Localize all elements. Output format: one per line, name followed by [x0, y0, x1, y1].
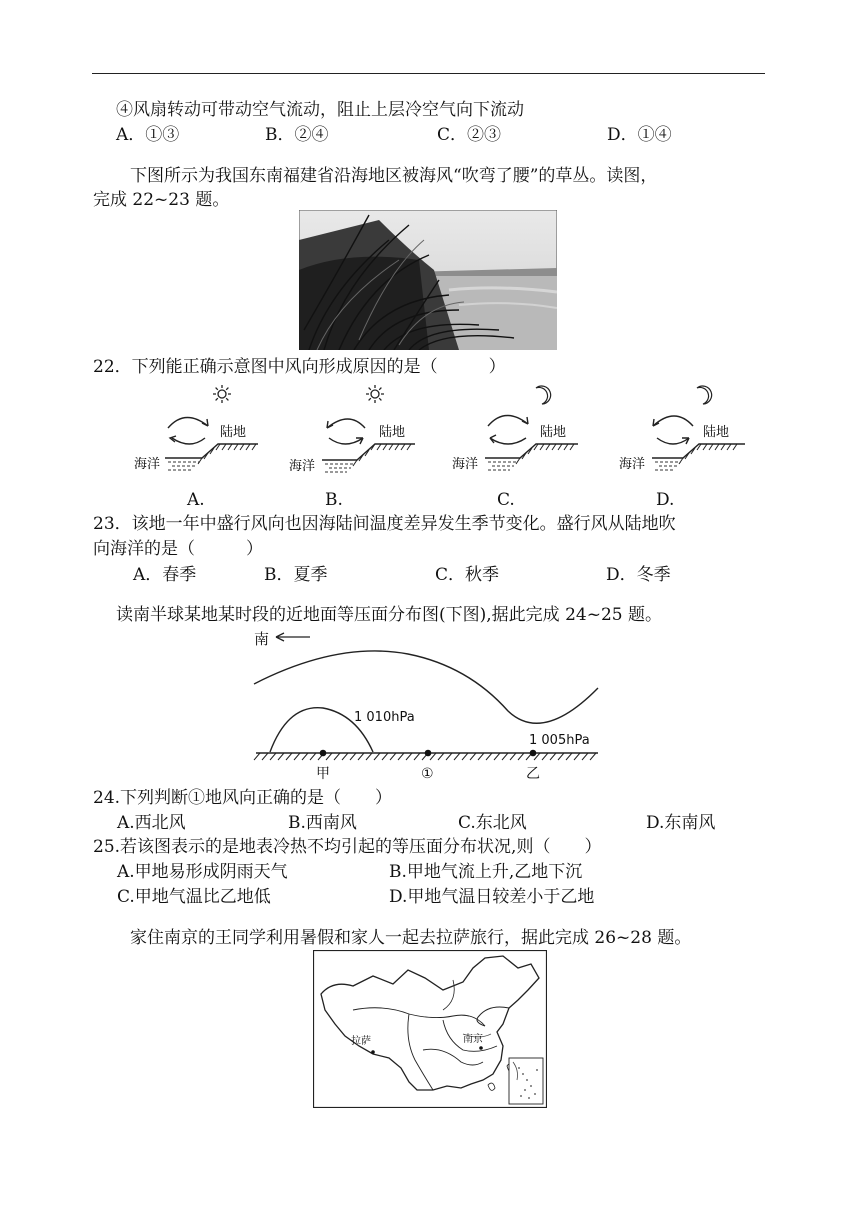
sun-icon — [213, 385, 231, 403]
south-direction-label: 南 — [254, 630, 270, 648]
diagram-b-land-label: 陆地 — [379, 425, 406, 440]
q23-stem-line2: 向海洋的是（ ） — [93, 539, 263, 559]
q21-option-b: B．②④ — [265, 125, 329, 145]
q23-stem-line1: 23．该地一年中盛行风向也因海陆间温度差异发生季节变化。盛行风从陆地吹 — [93, 514, 676, 534]
q24-option-b: B.西南风 — [288, 813, 357, 833]
q22-option-b: B. — [325, 490, 343, 510]
diagram-d-land-label: 陆地 — [703, 425, 730, 440]
diagram-c-sea-label: 海洋 — [452, 457, 479, 472]
q25-option-c: C.甲地气温比乙地低 — [117, 887, 271, 907]
isobar-1005-label: 1 005hPa — [529, 733, 590, 748]
q22-option-c: C. — [497, 490, 515, 510]
q24-stem: 24.下列判断①地风向正确的是（ ） — [93, 788, 393, 808]
point-1-marker — [425, 750, 432, 757]
diagram-d-sea-label: 海洋 — [619, 457, 646, 472]
isobar-diagram — [248, 626, 608, 784]
q21-option-a: A．①③ — [116, 125, 180, 145]
diagram-a-land-label: 陆地 — [220, 425, 247, 440]
q21-option-c: C．②③ — [437, 125, 502, 145]
upper-isobar-line — [254, 651, 598, 723]
diagram-d — [617, 380, 747, 480]
q23-option-b: B．夏季 — [264, 565, 328, 585]
diagram-c — [450, 380, 580, 480]
diagram-b-sea-label: 海洋 — [289, 459, 316, 474]
q23-option-a: A．春季 — [133, 565, 197, 585]
point-yi-label: 乙 — [526, 766, 540, 782]
q23-option-c: C．秋季 — [435, 565, 500, 585]
point-1-label: ① — [421, 766, 434, 782]
intro-24-25: 读南半球某地某时段的近地面等压面分布图(下图),据此完成 24~25 题。 — [116, 605, 662, 625]
q21-statement-4: ④风扇转动可带动空气流动，阻止上层冷空气向下流动 — [116, 100, 524, 120]
q22-stem: 22．下列能正确示意图中风向形成原因的是（ ） — [93, 357, 506, 377]
diagram-a — [130, 380, 260, 480]
q24-option-c: C.东北风 — [458, 813, 527, 833]
grass-photo — [299, 210, 557, 350]
diagram-c-land-label: 陆地 — [540, 425, 567, 440]
diagram-a-sea-label: 海洋 — [134, 457, 161, 472]
diagram-b — [287, 380, 417, 480]
q25-stem: 25.若该图表示的是地表冷热不均引起的等压面分布状况,则（ ） — [93, 837, 602, 857]
sun-icon — [366, 385, 384, 403]
q24-option-a: A.西北风 — [117, 813, 186, 833]
isobar-1010-label: 1 010hPa — [354, 710, 415, 725]
q22-option-d: D. — [656, 490, 675, 510]
moon-icon — [536, 386, 551, 404]
q25-option-d: D.甲地气温日较差小于乙地 — [389, 887, 595, 907]
moon-icon — [697, 386, 712, 404]
point-yi-marker — [530, 750, 537, 757]
china-map — [313, 950, 547, 1108]
q21-option-d: D．①④ — [607, 125, 672, 145]
intro-22-23-line2: 完成 22~23 题。 — [93, 190, 230, 210]
q25-option-b: B.甲地气流上升,乙地下沉 — [389, 862, 583, 882]
point-jia-label: 甲 — [316, 766, 330, 782]
point-jia-marker — [320, 750, 327, 757]
q25-option-a: A.甲地易形成阴雨天气 — [117, 862, 288, 882]
city-lhasa-label: 拉萨 — [351, 1036, 371, 1047]
city-nanjing-label: 南京 — [463, 1034, 483, 1045]
q24-option-d: D.东南风 — [646, 813, 716, 833]
q22-option-a: A. — [187, 490, 205, 510]
header-rule — [92, 73, 765, 74]
intro-22-23-line1: 下图所示为我国东南福建省沿海地区被海风“吹弯了腰”的草丛。读图， — [130, 166, 658, 186]
intro-26-28: 家住南京的王同学利用暑假和家人一起去拉萨旅行，据此完成 26~28 题。 — [130, 928, 692, 948]
q23-option-d: D．冬季 — [606, 565, 671, 585]
